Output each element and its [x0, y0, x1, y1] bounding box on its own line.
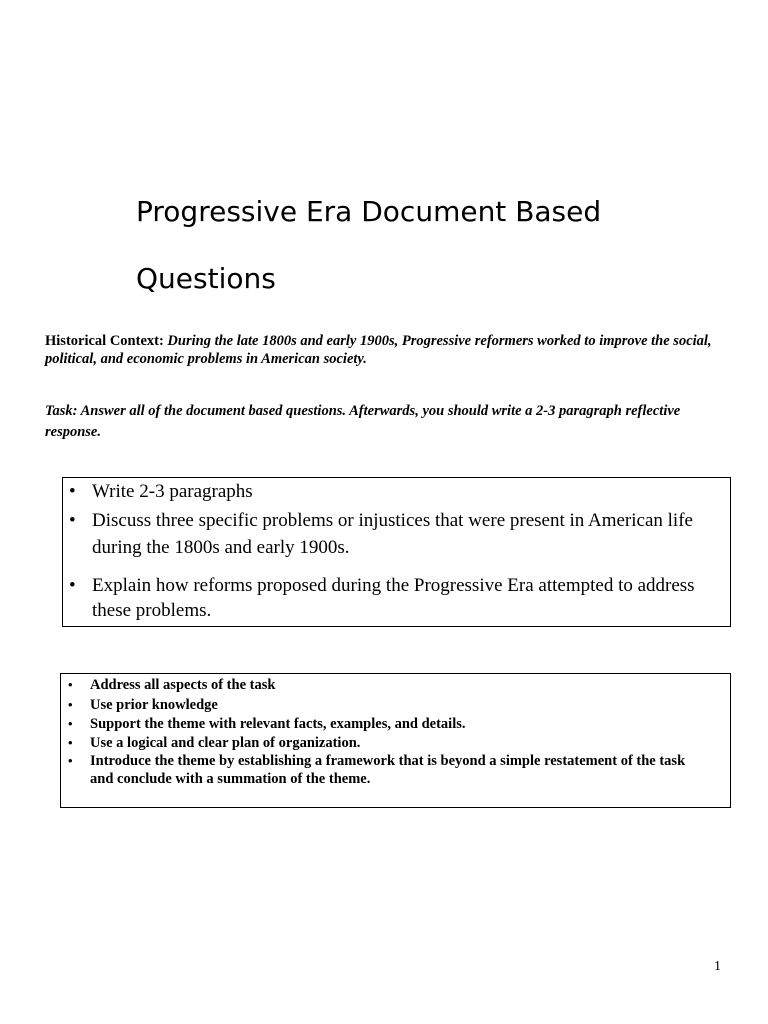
guideline-text: Support the theme with relevant facts, examples, and details.: [90, 716, 466, 732]
bullet-icon: •: [68, 753, 73, 768]
document-title-line-1: Progressive Era Document Based: [136, 195, 602, 228]
requirement-item: [69, 573, 730, 623]
bullet-icon: •: [69, 481, 76, 502]
document-title-line-2: Questions: [136, 262, 276, 295]
bullet-icon: •: [68, 697, 73, 712]
page-number: 1: [714, 959, 721, 974]
bullet-icon: •: [68, 677, 73, 692]
guideline-item: [68, 734, 712, 752]
requirement-text: Explain how reforms proposed during the Progressive Era attempted to address these problems.: [92, 575, 695, 621]
guideline-text: Use a logical and clear plan of organization.: [90, 735, 361, 751]
historical-context: [45, 332, 725, 368]
guideline-text: Address all aspects of the task: [90, 677, 276, 693]
bullet-icon: •: [68, 735, 73, 750]
requirements-box: [62, 477, 731, 627]
guideline-item: [68, 715, 712, 733]
bullet-icon: •: [68, 716, 73, 731]
bullet-icon: •: [69, 510, 76, 531]
guideline-item: [68, 752, 712, 788]
guideline-item: [68, 676, 712, 694]
requirement-item: [69, 507, 730, 561]
requirement-item: [69, 479, 730, 504]
guideline-text: Introduce the theme by establishing a framework that is beyond a simple restatement of the task and conclude with a summation of the theme.: [90, 753, 686, 787]
bullet-icon: •: [69, 575, 76, 596]
guideline-item: [68, 696, 712, 714]
task-instructions: Task: Answer all of the document based questions. Afterwards, you should write a 2-3 paragraph reflective response.: [45, 403, 681, 440]
requirement-text: Write 2-3 paragraphs: [92, 481, 253, 502]
requirement-text: Discuss three specific problems or injustices that were present in American life during the 1800s and early 1900s.: [92, 510, 693, 558]
historical-context-text: During the late 1800s and early 1900s, Progressive reformers worked to improve the social, political, and economic problems in American society.: [45, 333, 712, 367]
historical-context-label: Historical Context:: [45, 333, 168, 349]
guideline-text: Use prior knowledge: [90, 697, 218, 713]
guidelines-box: [60, 673, 731, 808]
